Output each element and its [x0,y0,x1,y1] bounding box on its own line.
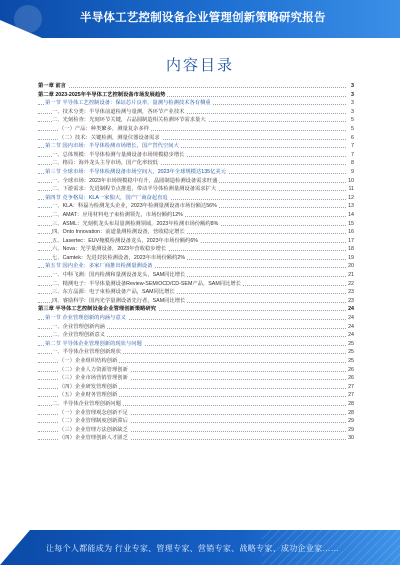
toc-entry-page: 8 [351,160,354,167]
toc-entry[interactable] [38,159,354,168]
toc-entry-page: 3 [351,83,354,89]
toc-entry-page: 29 [348,418,354,425]
toc-entry-page: 3 [351,108,354,115]
toc-entry-title: 二、AMAT：应用材料电子束检测领先，市场份额约12% [52,211,183,218]
toc-entry-page: 5 [351,125,354,132]
toc-entry[interactable] [38,125,354,134]
toc-entry[interactable] [38,237,354,246]
toc-entry[interactable] [38,228,354,237]
toc-entry-title: 五、Lasertec：EUV掩膜检测设备龙头，2023年市场份额约6% [52,237,198,244]
toc-entry-title: 第二节 半导体企业管理创新的现状与问题 [45,340,142,347]
toc-entry[interactable] [38,194,354,203]
toc-heading: 内容目录 [165,57,234,74]
toc-entry-page: 17 [348,237,354,244]
toc-entry-title: 第二节 国内市场：半导体检测市场增长，国产替代空间大 [45,143,179,150]
toc-entry[interactable] [38,271,354,280]
toc-entry-page: 27 [348,392,354,399]
toc-entry-title: （二）企业管理制度创新滞后 [59,418,128,425]
toc-entry-title: 第三节 全球市场：半导体检测设备市场空间大，2023年全球规模达135亿美元 [45,168,227,175]
toc-entry[interactable] [38,288,354,297]
toc-entry-title: 一、企业管理创新内涵 [52,323,105,330]
toc-entry[interactable] [38,400,354,409]
toc-entry-page: 15 [348,220,354,227]
footer-slogan: 让每个人都能成为 行业专家、管理专家、营销专家、战略专家、成功企业家…… [46,544,340,553]
toc-entry-title: 一、中科飞测：国内检测和量测设备龙头，SAM同比增长 [52,272,186,279]
footer-corner-decoration [0,530,30,565]
toc-entry-title: （四）企业管理创新人才匮乏 [59,435,128,442]
toc-entry[interactable] [38,374,354,383]
toc-entry-title: 一、KLA：科磊为检测龙头企业，2023年检测量测设备市场份额达56% [52,203,217,210]
toc-entry-page: 6 [351,134,354,141]
toc-entry-page: 5 [351,117,354,124]
toc-entry[interactable] [38,254,354,263]
toc-entry[interactable] [38,91,354,100]
toc-entry-title: （三）企业管理方法创新缺乏 [59,426,128,433]
toc-entry[interactable] [38,314,354,323]
toc-entry-page: 25 [348,349,354,356]
toc-entry-title: （五）企业财务管理创新 [59,392,118,399]
toc-entry[interactable] [38,142,354,151]
toc-entry-title: （一）企业管理观念创新不足 [59,409,128,416]
toc-entry-title: 二、格局：海外龙头主导市场，国产化率较低 [52,160,158,167]
toc-entry[interactable] [38,211,354,220]
toc-entry-title: （三）企业市场营销管理创新 [59,375,128,382]
toc-entry[interactable] [38,151,354,160]
toc-entry-page: 26 [348,375,354,382]
toc-entry[interactable] [38,391,354,400]
toc-entry-title: （一）产品：种类繁多，测量复杂多样 [59,125,150,132]
toc-entry-page: 3 [351,91,354,98]
toc-entry-page: 24 [348,323,354,330]
toc-entry-page: 7 [351,143,354,150]
toc-entry[interactable] [38,383,354,392]
toc-entry-title: 一、半导体企业管理创新现状 [52,349,121,356]
toc-entry-page: 24 [348,315,354,322]
toc-entry[interactable] [38,168,354,177]
toc-entry-title: 第五节 国内企业：多家厂商推出检测量测设备 [45,263,153,270]
toc-entry-page: 28 [348,400,354,407]
toc-entry-page: 29 [348,426,354,433]
toc-entry-page: 10 [348,177,354,184]
toc-entry-page: 18 [348,246,354,253]
report-title: 半导体工艺控制设备企业管理创新策略研究报告 [80,12,326,24]
toc-entry-title: 七、Camtek：先进封装检测设备，2023年市场份额约2% [52,254,186,261]
toc-entry[interactable] [38,426,354,435]
toc-entry-page: 28 [348,409,354,416]
toc-entry-page: 19 [348,254,354,261]
toc-entry-title: 一、总体规模：半导体检测与量测设备市场规模稳步增长 [52,151,185,158]
toc-entry[interactable] [38,202,354,211]
toc-entry-page: 24 [348,306,354,313]
toc-entry[interactable] [38,417,354,426]
toc-leader-dots [38,87,346,88]
toc-entry-page: 30 [348,435,354,442]
toc-entry-page: 22 [348,280,354,287]
toc-entry-page: 24 [348,332,354,339]
toc-entry[interactable] [38,357,354,366]
toc-entry[interactable] [38,108,354,117]
toc-entry-title: 二、企业管理创新意义 [52,332,105,339]
toc-entry-title: 三、ASML：光刻机龙头布局量测检测领域，2023年检测市场份额约8% [52,220,219,227]
toc-entry-page: 12 [348,194,354,201]
toc-entry[interactable] [38,116,354,125]
toc-entry-page: 26 [348,366,354,373]
toc-entry[interactable] [38,82,354,91]
toc-entry-page: 21 [348,272,354,279]
toc-entry-title: 第一章 前言 [38,83,66,89]
toc-entry-page: 16 [348,229,354,236]
toc-entry-title: （四）企业研发管理创新 [59,383,118,390]
toc-entry-title: 三、东方晶源：电子束检测设备产品，SAM同比增长 [52,289,175,296]
toc-entry-title: 二、光刻检查：光刻环节关键，占晶圆制造相关检测环节需求量大 [52,117,206,124]
toc-entry-page: 13 [348,203,354,210]
toc-entry[interactable] [38,280,354,289]
toc-entry-title: （一）企业组织结构创新 [59,358,118,364]
toc-entry-page: 25 [348,358,354,364]
toc-entry[interactable] [38,245,354,254]
toc-entry-title: 第一节 半导体工艺控制设备：保证芯片良率，量测与检测技术各有侧重 [45,100,211,107]
toc-entry[interactable] [38,134,354,143]
toc-entry[interactable] [38,366,354,375]
toc-entry-page: 20 [348,263,354,270]
toc-entry-page: 7 [351,151,354,158]
toc-entry-title: （二）企业人力资源管理创新 [59,366,128,373]
toc-entry[interactable] [38,323,354,332]
toc-entry-title: 一、全球市场：2023年市场规模稳中有升，晶圆制造检测设备需求旺盛 [52,177,218,184]
toc-entry[interactable] [38,434,354,443]
toc-entry[interactable] [38,177,354,186]
toc-entry-page: 27 [348,383,354,390]
toc-entry-title: （二）技术：关键检测，测量仪器设备需求 [59,134,160,141]
table-of-contents [38,82,354,443]
toc-entry[interactable] [38,409,354,418]
page-header [0,0,400,38]
toc-entry[interactable] [38,185,354,194]
toc-entry-page: 9 [351,168,354,175]
toc-entry-page: 23 [348,289,354,296]
toc-entry-page: 25 [348,340,354,347]
toc-entry-title: 第四节 竞争格局：KLA一家独大，国产厂商奋起直追 [45,194,168,201]
toc-entry-title: 第二章 2023-2025年半导体工艺控制设备市场发展趋势 [38,91,166,98]
toc-entry-page: 23 [348,297,354,304]
page-footer [0,530,400,565]
toc-entry-title: 四、睿励科学：国内光学量测设备先行者，SAM同比增长 [52,297,186,304]
toc-entry-title: 二、半导体企业管理创新问题 [52,400,121,407]
toc-entry-title: 六、Nova：光学量测设备，2023年营收稳步增长 [52,246,167,253]
toc-entry-page: 14 [348,211,354,218]
toc-entry[interactable] [38,262,354,271]
toc-entry[interactable] [38,99,354,108]
toc-entry-page: 11 [348,186,354,193]
toc-entry-title: 四、Onto Innovation：前道量测检测设备，营收稳定增长 [52,229,185,236]
toc-entry[interactable] [38,340,354,349]
toc-entry-page: 3 [351,100,354,107]
toc-entry-title: 第一节 企业管理创新的内涵与意义 [45,315,126,322]
toc-entry-title: 二、下游需求：先进制程节点推进，带动半导体检测量测设备需求扩大 [52,186,217,193]
toc-entry[interactable] [38,331,354,340]
toc-entry[interactable] [38,220,354,229]
toc-entry-title: 第三章 半导体工艺控制设备企业管理创新策略研究 [38,306,157,313]
toc-entry[interactable] [38,305,354,314]
toc-entry[interactable] [38,297,354,306]
toc-entry-title: 二、精测电子：半导体量测设备Review-SEM/OCD/CD-SEM产品，SAM同比增长 [52,280,241,287]
toc-entry-title: 一、技术分类：半导体前道检测与量测，各环节产业技术 [52,108,185,115]
toc-entry[interactable] [38,348,354,357]
